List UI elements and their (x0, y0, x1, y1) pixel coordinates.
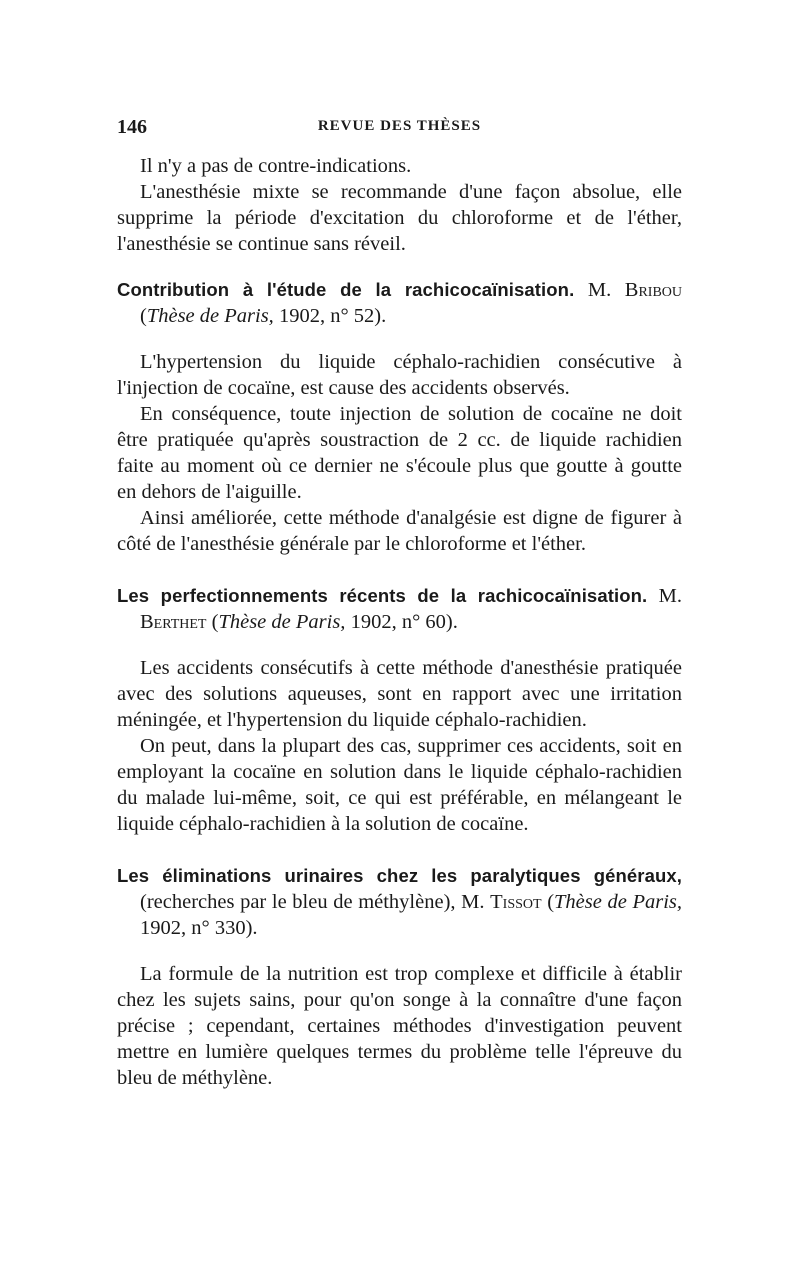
page-content (117, 153, 682, 1091)
running-title: REVUE DES THÈSES (317, 118, 482, 134)
author-name: Tissot (490, 891, 542, 913)
author-name: Bribou (624, 279, 683, 301)
thesis-ref: Thèse de Paris, (146, 305, 274, 327)
entry-1-paragraph: Ainsi améliorée, cette méthode d'analgésie est digne de figurer à côté de l'anesthésie générale par le chloroforme et l'éther. (117, 507, 682, 555)
entry-title-2 (117, 583, 682, 635)
intro-line: Il n'y a pas de contre-indications. (140, 155, 412, 177)
entry-heading: Les éliminations urinaires chez les paralytiques généraux, (117, 865, 682, 886)
entry-3-paragraph: La formule de la nutrition est trop complexe et difficile à établir chez les sujets sains, pour qu'on songe à la connaître d'une façon précise ; cependant, certaines méthodes d'investigation peuvent mettre en lumière quelques termes du problème telle l'épreuve du bleu de méthylène. (117, 963, 682, 1089)
author-prefix: M. (658, 585, 682, 607)
thesis-ref: Thèse de Paris, (218, 611, 346, 633)
entry-title-1 (117, 277, 682, 329)
ref-open: ( (547, 891, 555, 913)
entry-1-paragraph: L'hypertension du liquide céphalo-rachidien consécutive à l'injection de cocaïne, est cause des accidents observés. (117, 351, 682, 399)
page-header (117, 116, 682, 138)
ref-open: ( (140, 305, 147, 327)
author-prefix: M. (587, 279, 612, 301)
entry-2-paragraph: On peut, dans la plupart des cas, supprimer ces accidents, soit en employant la cocaïne en solution dans le liquide céphalo-rachidien du malade lui-même, soit, ce qui est préférable, en mélangeant le liquide céphalo-rachidien à la solution de cocaïne. (117, 735, 682, 835)
ref-close: 1902, n° 52). (273, 305, 387, 327)
author-prefix: M. (461, 891, 485, 913)
entry-1-paragraph: En conséquence, toute injection de solution de cocaïne ne doit être pratiquée qu'après soustraction de 2 cc. de liquide rachidien faite au moment où ce dernier ne s'écoule plus que goutte à goutte en dehors de l'aiguille. (117, 403, 682, 503)
ref-close: 1902, n° 60). (345, 611, 458, 633)
entry-heading: Contribution à l'étude de la rachicocaïnisation. (117, 279, 575, 300)
entry-heading: Les perfectionnements récents de la rachicocaïnisation. (117, 585, 648, 606)
page-number: 146 (117, 116, 147, 138)
entry-subtitle: (recherches par le bleu de méthylène), (140, 891, 456, 913)
thesis-ref: Thèse de Paris, (554, 891, 682, 913)
ref-close: 1902, n° 330). (140, 917, 258, 939)
intro-paragraph: L'anesthésie mixte se recommande d'une façon absolue, elle supprime la période d'excitation du chloroforme et de l'éther, l'anesthésie se continue sans réveil. (117, 181, 682, 255)
entry-2-paragraph: Les accidents consécutifs à cette méthode d'anesthésie pratiquée avec des solutions aqueuses, sont en rapport avec une irritation méningée, et l'hypertension du liquide céphalo-rachidien. (117, 657, 682, 731)
entry-title-3 (117, 863, 682, 941)
author-name: Berthet (140, 611, 207, 633)
ref-open: ( (211, 611, 219, 633)
